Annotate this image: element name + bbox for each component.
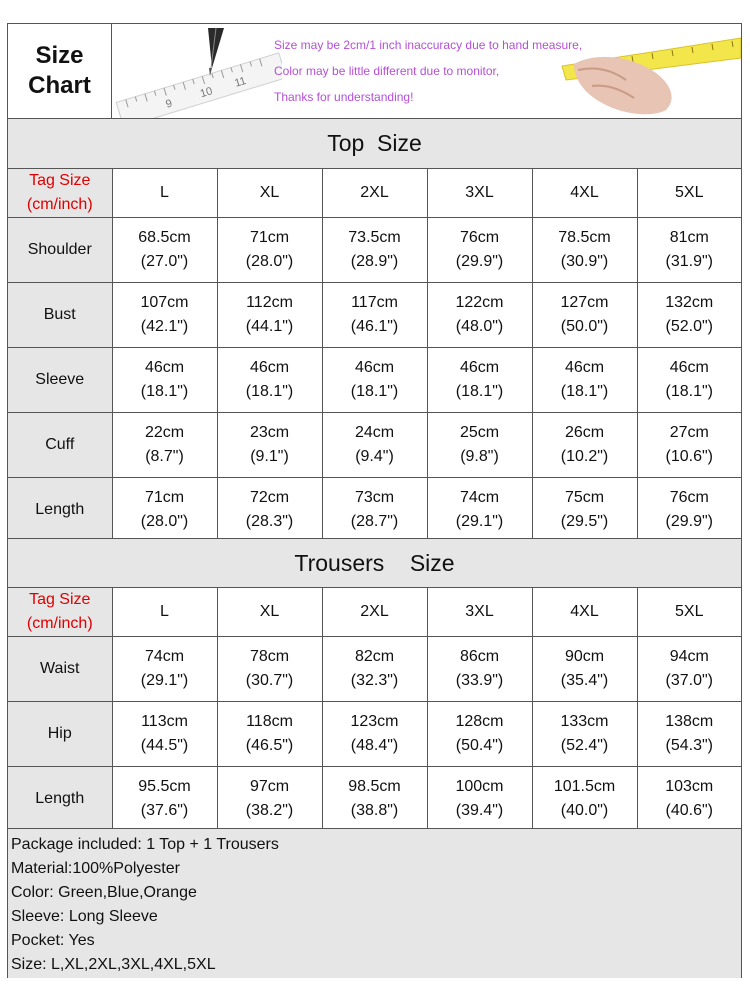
measure-cell — [217, 283, 322, 348]
size-chart — [7, 23, 742, 978]
cm-value: 75cm — [564, 489, 605, 506]
inch-value: (54.3") — [665, 737, 713, 754]
note-measure: Size may be 2cm/1 inch inaccuracy due to hand measure, — [274, 38, 583, 52]
table-row — [8, 413, 741, 478]
top-size-table — [8, 169, 741, 543]
info-sizes: Size: L,XL,2XL,3XL,4XL,5XL — [11, 956, 216, 973]
info-package: Package included: 1 Top + 1 Trousers — [11, 836, 279, 853]
inch-value: (50.4") — [455, 737, 504, 754]
measure-cell — [217, 702, 322, 767]
row-label-length: Length — [8, 767, 112, 832]
measure-cell — [427, 767, 532, 832]
measure-cell — [322, 218, 427, 283]
cm-value: 78cm — [249, 648, 290, 665]
inch-value: (18.1") — [665, 383, 713, 400]
top-header-row — [8, 169, 741, 218]
inch-value: (46.5") — [245, 737, 294, 754]
inch-value: (30.9") — [560, 253, 609, 270]
tag-size-label: Tag Size (cm/inch) — [8, 169, 112, 218]
row-label-waist: Waist — [8, 637, 112, 702]
info-pocket: Pocket: Yes — [11, 932, 95, 949]
cm-value: 46cm — [144, 359, 185, 376]
cm-value: 132cm — [665, 294, 714, 311]
inch-value: (28.0") — [245, 253, 294, 270]
inch-value: (33.9") — [455, 672, 504, 689]
measure-cell — [427, 702, 532, 767]
inch-value: (18.1") — [350, 383, 399, 400]
measure-cell — [217, 348, 322, 413]
measure-cell — [427, 348, 532, 413]
chart-title — [8, 24, 112, 118]
cm-value: 95.5cm — [138, 778, 191, 795]
cm-value: 78.5cm — [558, 229, 611, 246]
inch-value: (39.4") — [455, 802, 504, 819]
size-header: 2XL — [322, 169, 427, 218]
cm-value: 46cm — [669, 359, 709, 376]
inch-value: (44.1") — [245, 318, 294, 335]
inch-value: (29.1") — [140, 672, 189, 689]
inch-value: (9.8") — [460, 448, 499, 465]
measure-cell — [637, 702, 741, 767]
measure-cell — [112, 767, 217, 832]
measure-cell — [112, 478, 217, 543]
table-row — [8, 478, 741, 543]
inch-value: (48.4") — [350, 737, 399, 754]
cm-value: 46cm — [249, 359, 290, 376]
row-label-sleeve: Sleeve — [8, 348, 112, 413]
info-sleeve: Sleeve: Long Sleeve — [11, 908, 158, 925]
cm-value: 74cm — [144, 648, 185, 665]
cm-value: 46cm — [459, 359, 500, 376]
measure-cell — [217, 767, 322, 832]
cm-value: 86cm — [459, 648, 500, 665]
measure-cell — [112, 637, 217, 702]
cm-value: 46cm — [354, 359, 395, 376]
cm-value: 74cm — [459, 489, 500, 506]
cm-value: 117cm — [351, 294, 398, 311]
cm-value: 113cm — [141, 713, 188, 730]
measuring-illustration — [112, 24, 741, 118]
info-color: Color: Green,Blue,Orange — [11, 884, 197, 901]
table-row — [8, 218, 741, 283]
cm-value: 72cm — [249, 489, 290, 506]
measure-cell — [532, 413, 637, 478]
measure-cell — [637, 413, 741, 478]
inch-value: (9.1") — [250, 448, 289, 465]
cm-value: 23cm — [249, 424, 290, 441]
measure-cell — [427, 218, 532, 283]
measure-cell — [322, 767, 427, 832]
trousers-size-table — [8, 588, 741, 832]
measure-cell — [532, 218, 637, 283]
measure-cell — [322, 478, 427, 543]
inch-value: (37.6") — [140, 802, 189, 819]
cm-value: 24cm — [354, 424, 395, 441]
size-header: L — [112, 169, 217, 218]
cm-value: 127cm — [560, 294, 609, 311]
ruler-pencil-icon — [112, 24, 282, 118]
measure-cell — [532, 478, 637, 543]
measure-cell — [112, 218, 217, 283]
title-line-1: Size — [35, 42, 84, 69]
cm-value: 81cm — [669, 229, 709, 246]
inch-value: (18.1") — [140, 383, 189, 400]
measure-cell — [322, 637, 427, 702]
measure-cell — [532, 767, 637, 832]
inch-value: (44.5") — [140, 737, 189, 754]
cm-value: 128cm — [455, 713, 504, 730]
size-header: 5XL — [637, 588, 741, 637]
measure-cell — [217, 218, 322, 283]
inch-value: (35.4") — [560, 672, 609, 689]
measure-cell — [532, 637, 637, 702]
cm-value: 97cm — [249, 778, 290, 795]
inch-value: (40.6") — [665, 802, 713, 819]
measure-cell — [427, 637, 532, 702]
inch-value: (9.4") — [355, 448, 394, 465]
note-thanks: Thanks for understanding! — [274, 90, 414, 104]
chart-header — [8, 24, 741, 119]
size-header: 4XL — [532, 169, 637, 218]
size-header: 3XL — [427, 588, 532, 637]
size-header: 5XL — [637, 169, 741, 218]
cm-value: 71cm — [249, 229, 290, 246]
table-row — [8, 283, 741, 348]
cm-value: 27cm — [669, 424, 709, 441]
measure-cell — [427, 283, 532, 348]
measure-cell — [322, 283, 427, 348]
inch-value: (18.1") — [560, 383, 609, 400]
measure-cell — [637, 767, 741, 832]
inch-value: (46.1") — [350, 318, 399, 335]
inch-value: (30.7") — [245, 672, 294, 689]
inch-value: (37.0") — [665, 672, 713, 689]
inch-value: (52.4") — [560, 737, 609, 754]
cm-value: 101.5cm — [553, 778, 616, 795]
inch-value: (28.0") — [140, 513, 189, 530]
cm-value: 73.5cm — [348, 229, 401, 246]
title-line-2: Chart — [28, 72, 91, 99]
cm-value: 76cm — [459, 229, 500, 246]
measure-cell — [112, 413, 217, 478]
cm-value: 46cm — [564, 359, 605, 376]
measuring-tape-hand-icon — [552, 24, 741, 118]
top-size-heading — [8, 119, 741, 169]
cm-value: 118cm — [246, 713, 293, 730]
measure-cell — [217, 478, 322, 543]
info-material: Material:100%Polyester — [11, 860, 180, 877]
measure-cell — [637, 478, 741, 543]
inch-value: (31.9") — [665, 253, 713, 270]
inch-value: (50.0") — [560, 318, 609, 335]
size-header: 3XL — [427, 169, 532, 218]
inch-value: (38.2") — [245, 802, 294, 819]
measure-cell — [112, 283, 217, 348]
cm-value: 100cm — [455, 778, 504, 795]
row-label-length: Length — [8, 478, 112, 543]
cm-value: 73cm — [354, 489, 395, 506]
measure-cell — [637, 348, 741, 413]
measure-cell — [217, 637, 322, 702]
table-row — [8, 348, 741, 413]
inch-value: (18.1") — [455, 383, 504, 400]
measure-cell — [112, 348, 217, 413]
measure-cell — [637, 283, 741, 348]
inch-value: (52.0") — [665, 318, 713, 335]
table-row — [8, 702, 741, 767]
size-header: XL — [217, 588, 322, 637]
inch-value: (28.9") — [350, 253, 399, 270]
cm-value: 94cm — [669, 648, 709, 665]
inch-value: (27.0") — [140, 253, 189, 270]
trousers-size-title: Trousers Size — [294, 549, 455, 576]
measure-cell — [322, 702, 427, 767]
inch-value: (42.1") — [140, 318, 189, 335]
trousers-header-row — [8, 588, 741, 637]
size-header: 2XL — [322, 588, 427, 637]
table-row — [8, 637, 741, 702]
table-row — [8, 767, 741, 832]
cm-value: 122cm — [455, 294, 504, 311]
measure-cell — [532, 702, 637, 767]
tag-size-label: Tag Size (cm/inch) — [8, 588, 112, 637]
measure-cell — [637, 218, 741, 283]
inch-value: (29.1") — [455, 513, 504, 530]
cm-value: 25cm — [459, 424, 500, 441]
inch-value: (18.1") — [245, 383, 294, 400]
cm-value: 103cm — [665, 778, 714, 795]
measure-cell — [427, 478, 532, 543]
ruler-number-10: 10 — [198, 85, 214, 101]
inch-value: (29.9") — [455, 253, 504, 270]
cm-value: 68.5cm — [138, 229, 191, 246]
trousers-size-heading — [8, 538, 741, 588]
inch-value: (10.2") — [560, 448, 609, 465]
size-header: L — [112, 588, 217, 637]
row-label-cuff: Cuff — [8, 413, 112, 478]
cm-value: 123cm — [350, 713, 399, 730]
disclaimer-notes — [274, 34, 594, 112]
size-header: XL — [217, 169, 322, 218]
ruler-number-11: 11 — [233, 74, 248, 90]
cm-value: 133cm — [560, 713, 609, 730]
row-label-hip: Hip — [8, 702, 112, 767]
row-label-bust: Bust — [8, 283, 112, 348]
cm-value: 26cm — [564, 424, 605, 441]
measure-cell — [112, 702, 217, 767]
measure-cell — [427, 413, 532, 478]
cm-value: 138cm — [665, 713, 714, 730]
cm-value: 22cm — [144, 424, 185, 441]
note-color: Color may be little different due to monitor, — [274, 64, 500, 78]
inch-value: (8.7") — [145, 448, 184, 465]
inch-value: (28.7") — [350, 513, 399, 530]
cm-value: 71cm — [144, 489, 185, 506]
size-header: 4XL — [532, 588, 637, 637]
inch-value: (29.5") — [560, 513, 609, 530]
cm-value: 107cm — [140, 294, 189, 311]
measure-cell — [322, 413, 427, 478]
measure-cell — [532, 348, 637, 413]
ruler-number-9: 9 — [164, 97, 174, 111]
cm-value: 76cm — [669, 489, 709, 506]
measure-cell — [217, 413, 322, 478]
inch-value: (29.9") — [665, 513, 713, 530]
measure-cell — [532, 283, 637, 348]
measure-cell — [322, 348, 427, 413]
cm-value: 98.5cm — [348, 778, 401, 795]
row-label-shoulder: Shoulder — [8, 218, 112, 283]
inch-value: (48.0") — [455, 318, 504, 335]
inch-value: (10.6") — [665, 448, 713, 465]
inch-value: (38.8") — [350, 802, 399, 819]
cm-value: 90cm — [564, 648, 605, 665]
inch-value: (32.3") — [350, 672, 399, 689]
cm-value: 112cm — [246, 294, 293, 311]
top-size-title: Top Size — [327, 130, 422, 156]
inch-value: (40.0") — [560, 802, 609, 819]
product-info — [8, 828, 741, 978]
cm-value: 82cm — [354, 648, 395, 665]
measure-cell — [637, 637, 741, 702]
inch-value: (28.3") — [245, 513, 294, 530]
